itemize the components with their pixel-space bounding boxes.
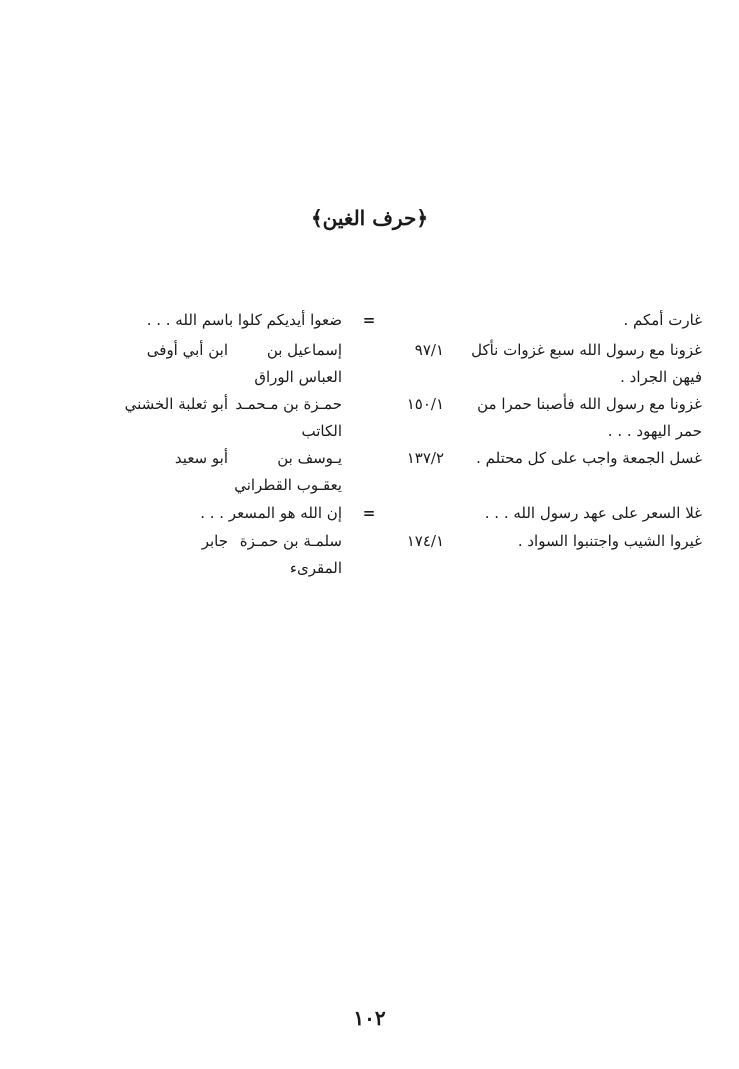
companion-name: ابن أبي أوفى — [146, 341, 228, 359]
companion-name: أبو ثعلبة الخشني — [124, 395, 228, 413]
volume-page-ref: ١٥٠/١ — [406, 395, 444, 413]
cross-reference: إن الله هو المسعر . . . — [200, 504, 342, 522]
index-entry — [60, 391, 702, 447]
see-also-marker: = — [362, 504, 376, 522]
index-entry — [60, 337, 702, 393]
companion-name: أبو سعيد — [174, 449, 228, 467]
hadith-text: غزونا مع رسول الله فأصبنا حمرا من حمر اليهود . . . — [477, 395, 702, 440]
transmitter-name: يـوسف بن يعقـوب القطراني — [234, 449, 342, 494]
volume-page-ref: ٩٧/١ — [414, 341, 444, 359]
section-heading: ﴿حرف الغين﴾ — [310, 206, 429, 230]
index-entry — [60, 500, 702, 528]
see-also-marker: = — [362, 311, 376, 329]
transmitter-name: إسماعيل بن العباس الوراق — [254, 341, 342, 386]
transmitter-name: حمـزة بن مـحمـد الكاتب — [235, 395, 342, 440]
hadith-text: غسل الجمعة واجب على كل محتلم . — [476, 449, 702, 467]
transmitter-name: سلمـة بن حمـزة المقرىء — [239, 532, 342, 577]
page-number: ١٠٢ — [353, 1006, 386, 1030]
index-entry — [60, 528, 702, 584]
hadith-text: غزونا مع رسول الله سبع غزوات نأكل فيهن الجراد . — [471, 341, 702, 386]
cross-reference: ضعوا أيديكم كلوا باسم الله . . . — [146, 311, 342, 329]
hadith-text: غارت أمكم . — [623, 311, 702, 329]
volume-page-ref: ١٣٧/٢ — [406, 449, 444, 467]
companion-name: جابر — [201, 532, 228, 550]
hadith-text: غيروا الشيب واجتنبوا السواد . — [517, 532, 702, 550]
hadith-text: غلا السعر على عهد رسول الله . . . — [484, 504, 702, 522]
volume-page-ref: ١٧٤/١ — [406, 532, 444, 550]
index-entry — [60, 445, 702, 501]
index-entry — [60, 307, 702, 335]
